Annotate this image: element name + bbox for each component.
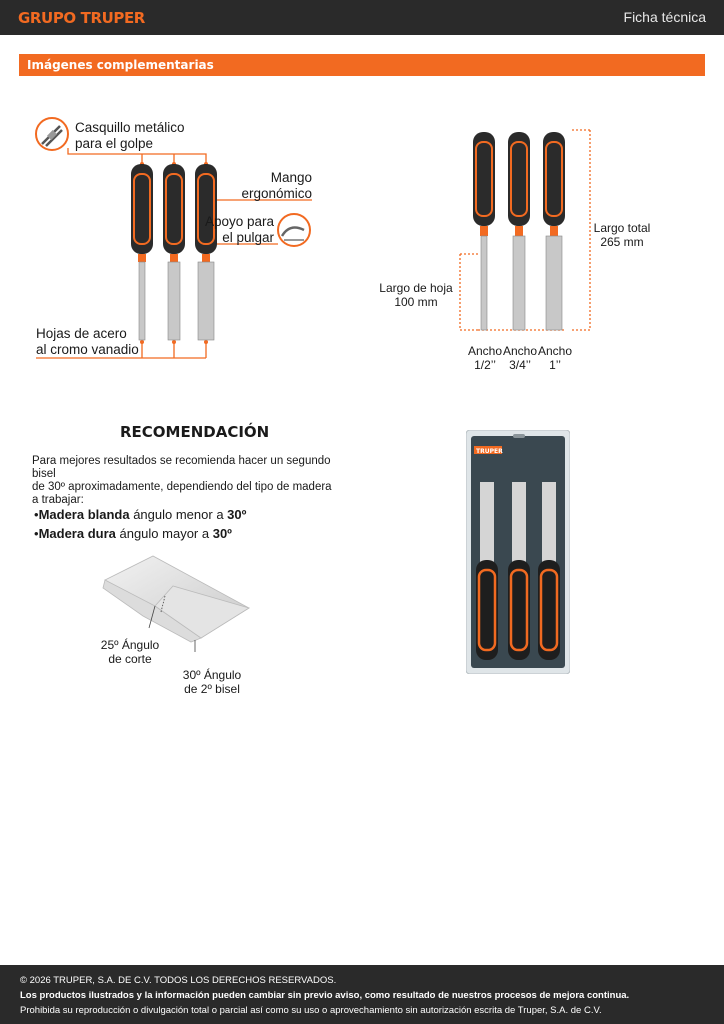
section-title: Imágenes complementarias	[27, 58, 214, 72]
copyright-text: © 2026 TRUPER, S.A. DE C.V. TODOS LOS DERECHOS RESERVADOS.	[20, 975, 337, 986]
section-title-bar	[19, 54, 705, 76]
bullet-softwood: •Madera blanda ángulo menor a 30º	[34, 507, 247, 522]
thumb-rest-label: Apoyo para el pulgar	[204, 214, 274, 245]
package-brand: TRUPER	[476, 448, 503, 455]
prohibition-text: Prohibida su reproducción o divulgación total o parcial así como su uso o aprovechamiento sin autorización escrita de Truper, S.A. de C.V.	[20, 1005, 602, 1016]
chisel-three-quarter-inch	[163, 164, 185, 340]
thumb-magnifier-icon	[278, 214, 310, 246]
width-label-three-quarter: Ancho 3/4’’	[502, 344, 538, 372]
brand-logo: GRUPO TRUPER	[18, 9, 145, 27]
width-label-half: Ancho 1/2’’	[467, 344, 503, 372]
total-length-label: Largo total 265 mm	[593, 221, 651, 249]
bevel-angle-illustration	[95, 552, 265, 652]
ferrule-magnifier-icon	[36, 118, 68, 150]
width-label-one: Ancho 1’’	[537, 344, 573, 372]
bullet-hardwood: •Madera dura ángulo mayor a 30º	[34, 526, 232, 541]
dim-chisel-half-inch	[473, 132, 495, 330]
page-footer	[0, 965, 724, 1024]
recommendation-title: RECOMENDACIÓN	[120, 423, 270, 441]
dim-chisel-three-quarter-inch	[508, 132, 530, 330]
page-header	[0, 0, 724, 35]
notice-text: Los productos ilustrados y la información pueden cambiar sin previo aviso, como resultado de nuestros procesos de mejora continua.	[20, 990, 630, 1001]
dim-chisel-one-inch	[543, 132, 565, 330]
bevel-angle-label: 30º Ángulo de 2º bisel	[182, 668, 242, 696]
recommendation-paragraph: Para mejores resultados se recomienda hacer un segundo bisel de 30º aproximadamente, dependiendo del tipo de madera a trabajar:	[32, 455, 332, 506]
blade-length-label: Largo de hoja 100 mm	[379, 281, 453, 309]
cut-angle-label: 25º Ángulo de corte	[100, 638, 160, 666]
blades-label: Hojas de acero al cromo vanadio	[36, 326, 139, 357]
chisel-half-inch	[131, 164, 153, 340]
document-type: Ficha técnica	[623, 9, 706, 25]
product-package-image	[466, 430, 570, 674]
ferrule-label: Casquillo metálico para el golpe	[75, 120, 185, 151]
handle-label: Mango ergonómico	[241, 170, 312, 201]
